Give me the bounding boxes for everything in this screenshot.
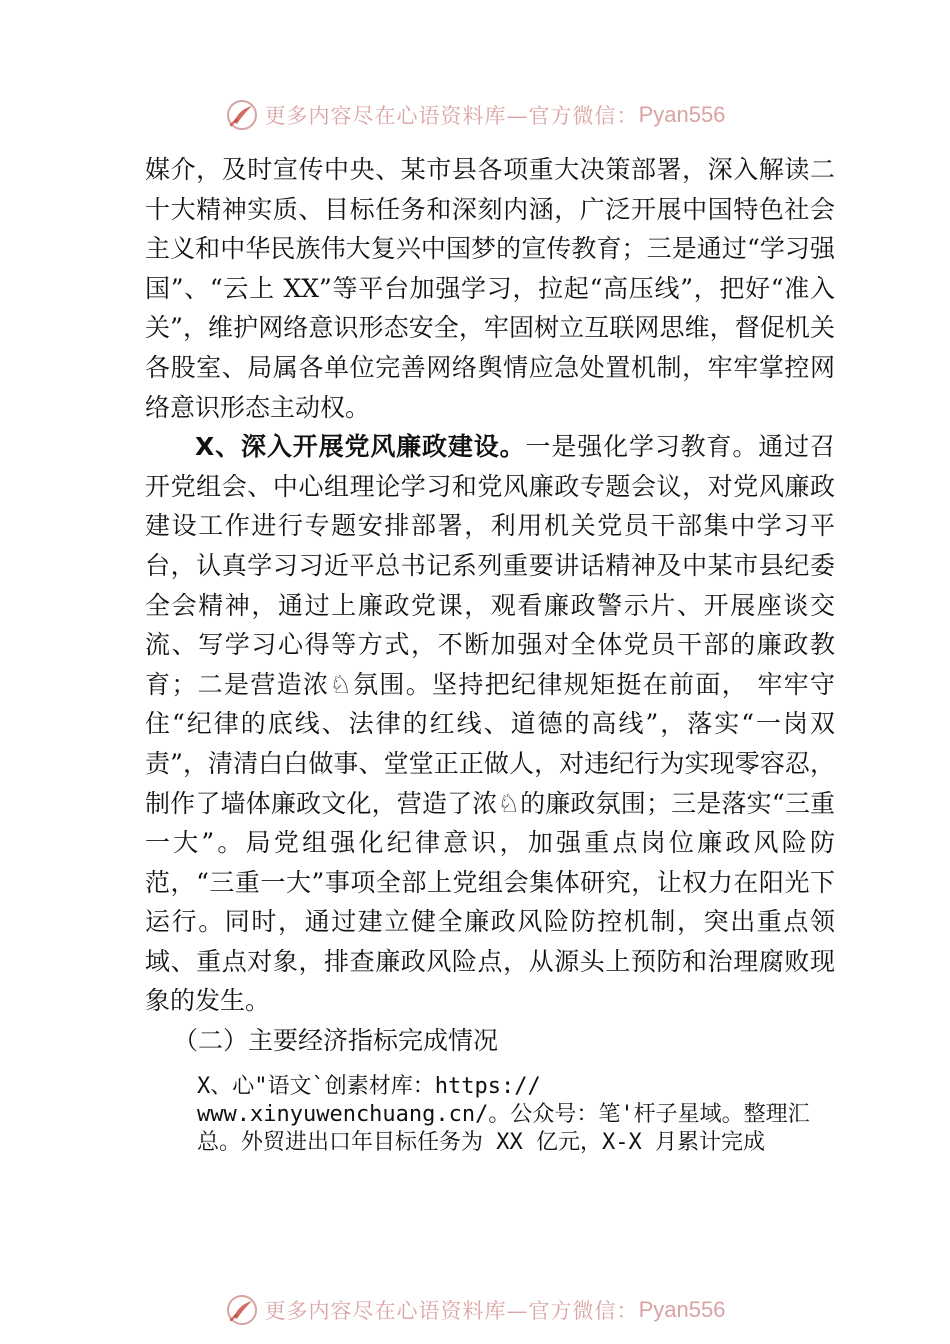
source-note-line-2: www.xinyuwenchuang.cn/。公众号：笔'杆子星域。整理汇总。外贸进出口年目标任务为 XX 亿元，X-X 月累计完成 [197,1102,810,1156]
paragraph-2-heading: X、深入开展党风廉政建设。 [195,432,526,462]
paragraph-2-text: 一是强化学习教育。通过召开党组会、中心组理论学习和党风廉政专题会议，对党风廉政建设工作进行专题安排部署，利用机关党员干部集中学习平台，认真学习习近平总书记系列重要讲话精神及中某市县纪委全会精神，通过上廉政党课，观看廉政警示片、开展座谈交流、写学习心得等方式，不断加强对全体党员干部的廉政教育；二是营造浓♘氛围。坚持把纪律规矩挺在前面， 牢牢守住“纪律的底线、法律的红线、道德的高线”，落实“一岗双责”，清清白白做事、堂堂正正做人，对违纪行为实现零容忍，制作了墙体廉政文化，营造了浓♘的廉政氛围；三是落实“三重一大”。局党组强化纪律意识，加强重点岗位廉政风险防范，“三重一大”事项全部上党组会集体研究，让权力在阳光下运行。同时，通过建立健全廉政风险防控机制，突出重点领域、重点对象，排查廉政风险点，从源头上预防和治理腐败现象的发生。 [145,432,835,1016]
footer-banner [0,1290,950,1330]
source-note-line-1: X、心"语文`创素材库：https:// [197,1074,541,1100]
header-banner [0,95,950,135]
banner-wechat-id: Pyan556 [638,1297,726,1322]
brush-logo-icon [225,98,259,132]
banner-text: 更多内容尽在心语资料库—官方微信： [264,1299,639,1323]
banner-wechat-id: Pyan556 [638,102,726,127]
paragraph-1: 媒介，及时宣传中央、某市县各项重大决策部署，深入解读二十大精神实质、目标任务和深刻内涵，广泛开展中国特色社会主义和中华民族伟大复兴中国梦的宣传教育；三是通过“学习强国”、“云上 XX”等平台加强学习，拉起“高压线”，把好“准入关”，维护网络意识形态安全，牢固树立互联网思维，督促机关各股室、局属各单位完善网络舆情应急处置机制，牢牢掌控网络意识形态主动权。 [145,155,835,422]
paragraph-2 [145,427,835,1021]
section-subheading: （二）主要经济指标完成情况 [173,1026,499,1056]
source-note [145,1073,837,1157]
banner-text: 更多内容尽在心语资料库—官方微信： [264,104,639,128]
document-body [145,150,835,1157]
brush-logo-icon [225,1293,259,1327]
